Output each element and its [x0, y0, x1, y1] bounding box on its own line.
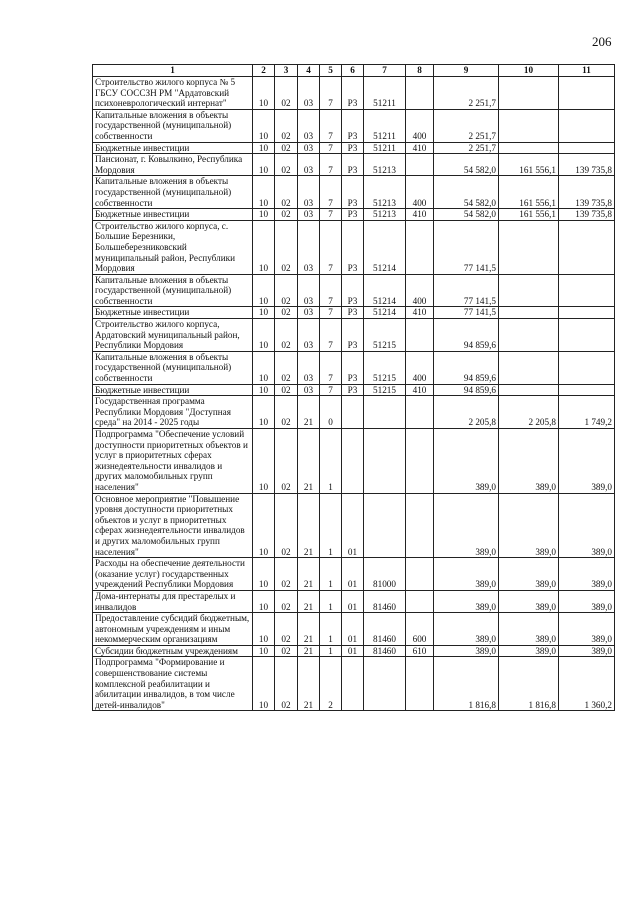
amount-cell: 1 816,8: [499, 657, 559, 711]
code-cell: 0: [320, 396, 342, 429]
code-cell: 7: [320, 209, 342, 221]
row-name-cell: Бюджетные инвестиции: [93, 384, 253, 396]
code-cell: Р3: [342, 109, 364, 142]
amount-cell: 389,0: [434, 613, 499, 646]
code-cell: 02: [275, 590, 298, 612]
amount-cell: 94 859,6: [434, 319, 499, 352]
amount-cell: 161 556,1: [499, 176, 559, 209]
code-cell: 10: [253, 176, 275, 209]
code-cell: 7: [320, 109, 342, 142]
table-row: [93, 429, 615, 494]
code-cell: Р3: [342, 274, 364, 307]
amount-cell: 389,0: [559, 493, 615, 558]
code-cell: [406, 493, 434, 558]
code-cell: 51213: [364, 176, 406, 209]
table-row: [93, 142, 615, 154]
row-name-cell: Дома-интернаты для престарелых и инвалидов: [93, 590, 253, 612]
code-cell: 610: [406, 645, 434, 657]
amount-cell: 389,0: [559, 558, 615, 591]
code-cell: 10: [253, 77, 275, 110]
row-name-cell: Субсидии бюджетным учреждениям: [93, 645, 253, 657]
row-name-cell: Капитальные вложения в объекты государственной (муниципальной) собственности: [93, 176, 253, 209]
code-cell: 10: [253, 384, 275, 396]
code-cell: 03: [298, 176, 320, 209]
code-cell: 7: [320, 77, 342, 110]
code-cell: Р3: [342, 384, 364, 396]
code-cell: 01: [342, 590, 364, 612]
code-cell: [406, 77, 434, 110]
code-cell: 7: [320, 274, 342, 307]
amount-cell: 389,0: [499, 493, 559, 558]
code-cell: 21: [298, 590, 320, 612]
code-cell: 81460: [364, 613, 406, 646]
code-cell: 1: [320, 590, 342, 612]
table-row: [93, 77, 615, 110]
code-cell: 1: [320, 429, 342, 494]
code-cell: Р3: [342, 220, 364, 274]
amount-cell: 161 556,1: [499, 154, 559, 176]
amount-cell: [499, 142, 559, 154]
code-cell: 400: [406, 109, 434, 142]
code-cell: Р3: [342, 77, 364, 110]
code-cell: 02: [275, 657, 298, 711]
amount-cell: 54 582,0: [434, 176, 499, 209]
amount-cell: 1 749,2: [559, 396, 615, 429]
code-cell: Р3: [342, 142, 364, 154]
code-cell: 10: [253, 590, 275, 612]
code-cell: 03: [298, 154, 320, 176]
code-cell: [342, 396, 364, 429]
code-cell: 03: [298, 319, 320, 352]
table-row: [93, 319, 615, 352]
amount-cell: 139 735,8: [559, 154, 615, 176]
row-name-cell: Капитальные вложения в объекты государственной (муниципальной) собственности: [93, 274, 253, 307]
amount-cell: [559, 77, 615, 110]
amount-cell: 1 816,8: [434, 657, 499, 711]
code-cell: 10: [253, 396, 275, 429]
amount-cell: 389,0: [499, 558, 559, 591]
amount-cell: 77 141,5: [434, 274, 499, 307]
amount-cell: 54 582,0: [434, 154, 499, 176]
code-cell: 51215: [364, 384, 406, 396]
code-cell: 1: [320, 645, 342, 657]
code-cell: 400: [406, 351, 434, 384]
column-header: 1: [93, 65, 253, 77]
code-cell: [406, 657, 434, 711]
code-cell: 7: [320, 142, 342, 154]
amount-cell: 389,0: [559, 645, 615, 657]
code-cell: 81460: [364, 590, 406, 612]
amount-cell: [499, 220, 559, 274]
code-cell: 03: [298, 77, 320, 110]
table-body: [93, 77, 615, 711]
code-cell: 7: [320, 307, 342, 319]
code-cell: 10: [253, 154, 275, 176]
amount-cell: [559, 109, 615, 142]
table-row: [93, 307, 615, 319]
row-name-cell: Бюджетные инвестиции: [93, 142, 253, 154]
code-cell: 10: [253, 351, 275, 384]
amount-cell: 2 251,7: [434, 142, 499, 154]
table-row: [93, 220, 615, 274]
code-cell: 21: [298, 493, 320, 558]
amount-cell: [499, 351, 559, 384]
code-cell: 02: [275, 154, 298, 176]
code-cell: 02: [275, 319, 298, 352]
table-row: [93, 558, 615, 591]
code-cell: 1: [320, 493, 342, 558]
code-cell: 02: [275, 429, 298, 494]
code-cell: 400: [406, 176, 434, 209]
table-header-row: [93, 65, 615, 77]
column-header: 8: [406, 65, 434, 77]
code-cell: 02: [275, 176, 298, 209]
amount-cell: 161 556,1: [499, 209, 559, 221]
row-name-cell: Капитальные вложения в объекты государственной (муниципальной) собственности: [93, 351, 253, 384]
amount-cell: 139 735,8: [559, 209, 615, 221]
code-cell: 7: [320, 176, 342, 209]
row-name-cell: Бюджетные инвестиции: [93, 307, 253, 319]
row-name-cell: Расходы на обеспечение деятельности (оказание услуг) государственных учреждений Республики Мордовия: [93, 558, 253, 591]
code-cell: 03: [298, 220, 320, 274]
code-cell: 10: [253, 220, 275, 274]
amount-cell: [499, 274, 559, 307]
code-cell: [406, 220, 434, 274]
amount-cell: 389,0: [434, 590, 499, 612]
code-cell: 10: [253, 109, 275, 142]
code-cell: [406, 590, 434, 612]
amount-cell: 389,0: [499, 590, 559, 612]
table-row: [93, 351, 615, 384]
amount-cell: 77 141,5: [434, 220, 499, 274]
amount-cell: [499, 77, 559, 110]
code-cell: 10: [253, 558, 275, 591]
amount-cell: 389,0: [559, 429, 615, 494]
amount-cell: [559, 274, 615, 307]
code-cell: 02: [275, 307, 298, 319]
code-cell: 7: [320, 384, 342, 396]
amount-cell: [499, 307, 559, 319]
code-cell: 21: [298, 657, 320, 711]
code-cell: 51215: [364, 351, 406, 384]
amount-cell: 389,0: [434, 493, 499, 558]
table-row: [93, 613, 615, 646]
code-cell: 410: [406, 209, 434, 221]
code-cell: Р3: [342, 307, 364, 319]
column-header: 9: [434, 65, 499, 77]
amount-cell: [559, 319, 615, 352]
code-cell: 01: [342, 558, 364, 591]
code-cell: Р3: [342, 154, 364, 176]
code-cell: 51214: [364, 307, 406, 319]
code-cell: 51211: [364, 142, 406, 154]
code-cell: 02: [275, 351, 298, 384]
amount-cell: 389,0: [559, 613, 615, 646]
code-cell: 400: [406, 274, 434, 307]
table-row: [93, 657, 615, 711]
code-cell: 01: [342, 613, 364, 646]
code-cell: 02: [275, 220, 298, 274]
amount-cell: 94 859,6: [434, 351, 499, 384]
code-cell: [406, 319, 434, 352]
code-cell: 02: [275, 142, 298, 154]
row-name-cell: Основное мероприятие "Повышение уровня доступности приоритетных объектов и услуг в приоритетных сферах жизнедеятельности инвалидов и других маломобильных групп населения": [93, 493, 253, 558]
amount-cell: 2 251,7: [434, 109, 499, 142]
row-name-cell: Подпрограмма "Обеспечение условий доступности приоритетных объектов и услуг в приоритетных сферах жизнедеятельности инвалидов и других маломобильных групп населения": [93, 429, 253, 494]
amount-cell: [499, 109, 559, 142]
amount-cell: [559, 384, 615, 396]
code-cell: 01: [342, 645, 364, 657]
amount-cell: [559, 307, 615, 319]
table-row: [93, 396, 615, 429]
code-cell: [364, 429, 406, 494]
code-cell: 7: [320, 351, 342, 384]
amount-cell: [499, 384, 559, 396]
code-cell: 03: [298, 109, 320, 142]
row-name-cell: Строительство жилого корпуса, с. Большие Березники, Большеберезниковский муниципальный район, Республики Мордовия: [93, 220, 253, 274]
code-cell: 10: [253, 613, 275, 646]
code-cell: 03: [298, 274, 320, 307]
amount-cell: 389,0: [434, 429, 499, 494]
code-cell: 10: [253, 319, 275, 352]
amount-cell: 77 141,5: [434, 307, 499, 319]
amount-cell: 389,0: [434, 558, 499, 591]
table-row: [93, 176, 615, 209]
code-cell: [364, 493, 406, 558]
code-cell: 410: [406, 307, 434, 319]
amount-cell: 389,0: [434, 645, 499, 657]
code-cell: [406, 558, 434, 591]
column-header: 6: [342, 65, 364, 77]
code-cell: 02: [275, 274, 298, 307]
code-cell: [406, 396, 434, 429]
code-cell: 02: [275, 77, 298, 110]
code-cell: 10: [253, 657, 275, 711]
amount-cell: 389,0: [499, 613, 559, 646]
code-cell: 1: [320, 558, 342, 591]
column-header: 7: [364, 65, 406, 77]
code-cell: Р3: [342, 319, 364, 352]
amount-cell: [559, 351, 615, 384]
table-row: [93, 590, 615, 612]
amount-cell: [559, 220, 615, 274]
budget-table: [92, 64, 615, 711]
amount-cell: 2 205,8: [499, 396, 559, 429]
code-cell: 10: [253, 307, 275, 319]
code-cell: [364, 657, 406, 711]
code-cell: 02: [275, 109, 298, 142]
row-name-cell: Строительство жилого корпуса, Ардатовский муниципальный район, Республики Мордовия: [93, 319, 253, 352]
code-cell: 10: [253, 142, 275, 154]
code-cell: Р3: [342, 176, 364, 209]
code-cell: 03: [298, 142, 320, 154]
code-cell: 51214: [364, 274, 406, 307]
code-cell: 7: [320, 154, 342, 176]
page-number: 206: [592, 34, 612, 49]
column-header: 3: [275, 65, 298, 77]
table-row: [93, 209, 615, 221]
amount-cell: 389,0: [499, 429, 559, 494]
code-cell: 10: [253, 645, 275, 657]
code-cell: Р3: [342, 209, 364, 221]
code-cell: [342, 657, 364, 711]
code-cell: 10: [253, 209, 275, 221]
code-cell: 51211: [364, 109, 406, 142]
code-cell: 21: [298, 645, 320, 657]
code-cell: 03: [298, 209, 320, 221]
code-cell: 51215: [364, 319, 406, 352]
code-cell: 02: [275, 613, 298, 646]
table-row: [93, 154, 615, 176]
code-cell: 02: [275, 396, 298, 429]
column-header: 11: [559, 65, 615, 77]
code-cell: 51214: [364, 220, 406, 274]
amount-cell: 389,0: [499, 645, 559, 657]
row-name-cell: Бюджетные инвестиции: [93, 209, 253, 221]
code-cell: 51211: [364, 77, 406, 110]
column-header: 4: [298, 65, 320, 77]
code-cell: 410: [406, 142, 434, 154]
code-cell: 600: [406, 613, 434, 646]
code-cell: 10: [253, 274, 275, 307]
amount-cell: [559, 142, 615, 154]
amount-cell: 94 859,6: [434, 384, 499, 396]
code-cell: [406, 154, 434, 176]
code-cell: 02: [275, 493, 298, 558]
code-cell: 03: [298, 351, 320, 384]
table-row: [93, 109, 615, 142]
code-cell: [364, 396, 406, 429]
code-cell: 81000: [364, 558, 406, 591]
code-cell: 10: [253, 429, 275, 494]
code-cell: 410: [406, 384, 434, 396]
code-cell: 10: [253, 493, 275, 558]
code-cell: 81460: [364, 645, 406, 657]
code-cell: 21: [298, 613, 320, 646]
amount-cell: 139 735,8: [559, 176, 615, 209]
code-cell: 02: [275, 384, 298, 396]
amount-cell: 389,0: [559, 590, 615, 612]
code-cell: 2: [320, 657, 342, 711]
row-name-cell: Предоставление субсидий бюджетным, автономным учреждениям и иным некоммерческим организациям: [93, 613, 253, 646]
amount-cell: [499, 319, 559, 352]
code-cell: 21: [298, 558, 320, 591]
column-header: 10: [499, 65, 559, 77]
code-cell: 51213: [364, 154, 406, 176]
amount-cell: 54 582,0: [434, 209, 499, 221]
code-cell: 02: [275, 558, 298, 591]
code-cell: [342, 429, 364, 494]
amount-cell: 2 205,8: [434, 396, 499, 429]
table-row: [93, 645, 615, 657]
code-cell: 03: [298, 307, 320, 319]
code-cell: 51213: [364, 209, 406, 221]
code-cell: 02: [275, 645, 298, 657]
table-row: [93, 274, 615, 307]
table-row: [93, 384, 615, 396]
amount-cell: 2 251,7: [434, 77, 499, 110]
row-name-cell: Строительство жилого корпуса № 5 ГБСУ СОССЗН РМ "Ардатовский психоневрологический интернат": [93, 77, 253, 110]
code-cell: [406, 429, 434, 494]
column-header: 5: [320, 65, 342, 77]
row-name-cell: Подпрограмма "Формирование и совершенствование системы комплексной реабилитации и абилитации инвалидов, в том числе детей-инвалидов": [93, 657, 253, 711]
row-name-cell: Капитальные вложения в объекты государственной (муниципальной) собственности: [93, 109, 253, 142]
code-cell: 21: [298, 429, 320, 494]
code-cell: 7: [320, 220, 342, 274]
row-name-cell: Пансионат, г. Ковылкино, Республика Мордовия: [93, 154, 253, 176]
table-row: [93, 493, 615, 558]
code-cell: 02: [275, 209, 298, 221]
code-cell: 21: [298, 396, 320, 429]
code-cell: Р3: [342, 351, 364, 384]
row-name-cell: Государственная программа Республики Мордовия "Доступная среда" на 2014 - 2025 годы: [93, 396, 253, 429]
amount-cell: 1 360,2: [559, 657, 615, 711]
code-cell: 1: [320, 613, 342, 646]
code-cell: 03: [298, 384, 320, 396]
column-header: 2: [253, 65, 275, 77]
code-cell: 7: [320, 319, 342, 352]
code-cell: 01: [342, 493, 364, 558]
